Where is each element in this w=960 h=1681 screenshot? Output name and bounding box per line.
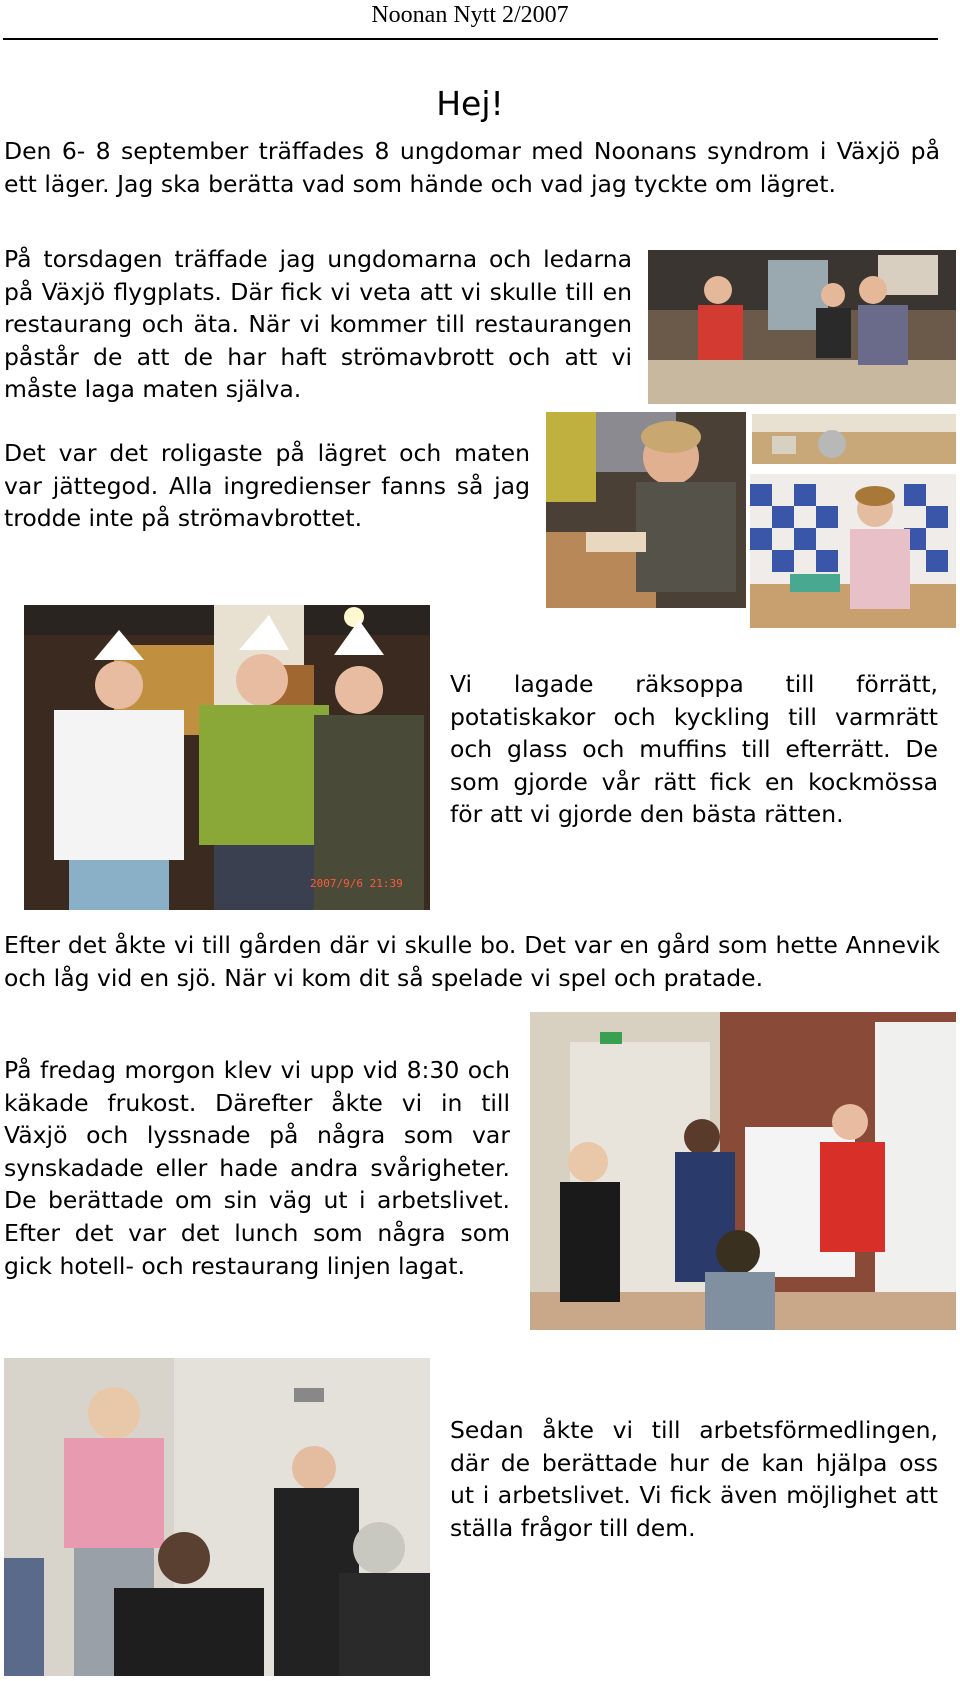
photo-chef-hats [24, 605, 430, 910]
photo-young-woman-cooking [750, 474, 956, 628]
paragraph-friday: På fredag morgon klev vi upp vid 8:30 och käkade frukost. Därefter åkte vi in till Växjö och lyssnade på några som var synskadade eller hade andra svårigheter. De berättade om sin väg ut i arbetslivet. Efter det var det lunch som några som gick hotell- och restaurang linjen lagat. [4, 1056, 510, 1280]
newsletter-header: Noonan Nytt 2/2007 [371, 2, 569, 28]
paragraph-thursday: På torsdagen träffade jag ungdomarna och ledarna på Växjö flygplats. Där fick vi veta att vi skulle till en restaurang och äta. När vi kommer till restaurangen påstår de att de har haft strömavbrott och att vi måste laga maten själva. [4, 245, 632, 404]
paragraph-intro: Den 6- 8 september träffades 8 ungdomar med Noonans syndrom i Växjö på ett läger. Jag ska berätta vad som hände och vad jag tyckte om lägret. [4, 137, 940, 198]
photo-cooking-pots [752, 414, 956, 464]
paragraph-fun: Det var det roligaste på lägret och maten var jättegod. Alla ingredienser fanns så jag trodde inte på strömavbrottet. [4, 439, 530, 533]
photo-employment-office [4, 1358, 430, 1676]
page-title: Hej! [436, 84, 504, 123]
photo-lecture-room [530, 1012, 956, 1330]
photo-young-man-cutting [546, 412, 746, 608]
paragraph-farm: Efter det åkte vi till gården där vi skulle bo. Det var en gård som hette Annevik och låg vid en sjö. När vi kom dit så spelade vi spel och pratade. [4, 931, 940, 992]
photo-date-stamp: 2007/9/6 21:39 [310, 877, 403, 890]
header-divider [3, 38, 938, 40]
paragraph-employment: Sedan åkte vi till arbetsförmedlingen, där de berättade hur de kan hjälpa oss ut i arbetslivet. Vi fick även möjlighet att ställa frågor till dem. [450, 1416, 938, 1542]
photo-kitchen-group [648, 250, 956, 404]
paragraph-menu: Vi lagade räksoppa till förrätt, potatiskakor och kyckling till varmrätt och glass och muffins till efterrätt. De som gjorde vår rätt fick en kockmössa för att vi gjorde den bästa rätten. [450, 670, 938, 829]
